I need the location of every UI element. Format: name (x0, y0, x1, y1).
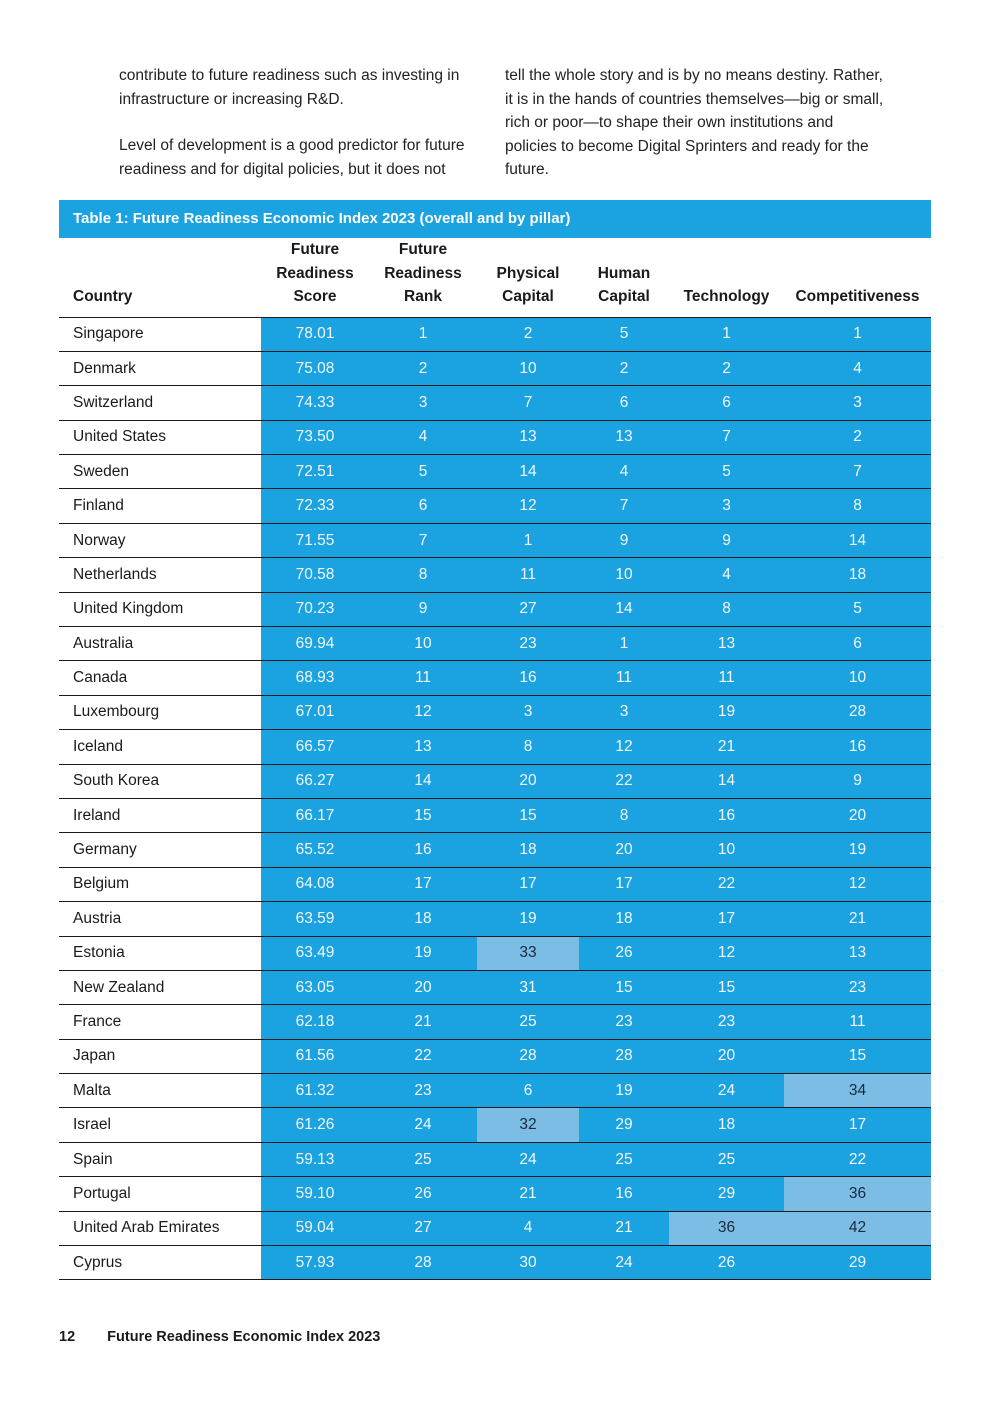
table-row (59, 627, 931, 661)
rank-cell: 2 (369, 351, 477, 385)
human-cell: 12 (579, 730, 669, 764)
table-row (59, 1246, 931, 1280)
technology-cell: 26 (669, 1246, 784, 1280)
column-header-human-capital: Human Capital (597, 264, 651, 305)
rank-cell: 21 (369, 1005, 477, 1039)
human-cell: 28 (579, 1039, 669, 1073)
technology-cell: 19 (669, 695, 784, 729)
competitiveness-cell: 5 (784, 592, 931, 626)
physical-cell: 10 (477, 351, 579, 385)
country-cell: Netherlands (59, 558, 261, 592)
technology-cell: 16 (669, 798, 784, 832)
table-row (59, 1005, 931, 1039)
competitiveness-cell: 14 (784, 523, 931, 557)
score-cell: 67.01 (261, 695, 369, 729)
competitiveness-cell: 6 (784, 627, 931, 661)
technology-cell: 4 (669, 558, 784, 592)
technology-cell: 1 (669, 317, 784, 351)
country-cell: New Zealand (59, 970, 261, 1004)
physical-cell: 11 (477, 558, 579, 592)
score-cell: 61.56 (261, 1039, 369, 1073)
country-cell: Denmark (59, 351, 261, 385)
technology-cell: 36 (669, 1211, 784, 1245)
technology-cell: 18 (669, 1108, 784, 1142)
competitiveness-cell: 4 (784, 351, 931, 385)
competitiveness-cell: 36 (784, 1177, 931, 1211)
score-cell: 59.10 (261, 1177, 369, 1211)
technology-cell: 21 (669, 730, 784, 764)
human-cell: 6 (579, 386, 669, 420)
score-cell: 74.33 (261, 386, 369, 420)
competitiveness-cell: 8 (784, 489, 931, 523)
rank-cell: 12 (369, 695, 477, 729)
competitiveness-cell: 34 (784, 1074, 931, 1108)
physical-cell: 12 (477, 489, 579, 523)
rank-cell: 19 (369, 936, 477, 970)
human-cell: 18 (579, 902, 669, 936)
country-cell: Cyprus (59, 1246, 261, 1280)
score-cell: 68.93 (261, 661, 369, 695)
technology-cell: 6 (669, 386, 784, 420)
physical-cell: 32 (477, 1108, 579, 1142)
score-cell: 71.55 (261, 523, 369, 557)
table-row (59, 592, 931, 626)
table-row (59, 1142, 931, 1176)
country-cell: South Korea (59, 764, 261, 798)
score-cell: 61.26 (261, 1108, 369, 1142)
physical-cell: 19 (477, 902, 579, 936)
human-cell: 16 (579, 1177, 669, 1211)
competitiveness-cell: 10 (784, 661, 931, 695)
score-cell: 63.59 (261, 902, 369, 936)
header-row (59, 238, 931, 317)
human-cell: 4 (579, 455, 669, 489)
table-row (59, 867, 931, 901)
table-row (59, 1039, 931, 1073)
table-row (59, 1211, 931, 1245)
country-cell: Israel (59, 1108, 261, 1142)
physical-cell: 23 (477, 627, 579, 661)
column-header-competitiveness: Competitiveness (795, 288, 920, 305)
technology-cell: 25 (669, 1142, 784, 1176)
table-row (59, 695, 931, 729)
technology-cell: 10 (669, 833, 784, 867)
country-cell: Iceland (59, 730, 261, 764)
table-row (59, 833, 931, 867)
country-cell: Portugal (59, 1177, 261, 1211)
table-row (59, 798, 931, 832)
footer-title: Future Readiness Economic Index 2023 (107, 1329, 381, 1345)
score-cell: 62.18 (261, 1005, 369, 1039)
table-row (59, 317, 931, 351)
country-cell: United Kingdom (59, 592, 261, 626)
human-cell: 13 (579, 420, 669, 454)
country-cell: France (59, 1005, 261, 1039)
country-cell: Finland (59, 489, 261, 523)
column-header-score: Future Readiness Score (276, 241, 354, 305)
technology-cell: 8 (669, 592, 784, 626)
competitiveness-cell: 17 (784, 1108, 931, 1142)
table-row (59, 661, 931, 695)
physical-cell: 3 (477, 695, 579, 729)
competitiveness-cell: 12 (784, 867, 931, 901)
country-cell: Australia (59, 627, 261, 661)
competitiveness-cell: 18 (784, 558, 931, 592)
column-header-country: Country (73, 288, 133, 305)
competitiveness-cell: 11 (784, 1005, 931, 1039)
score-cell: 59.13 (261, 1142, 369, 1176)
country-cell: Belgium (59, 867, 261, 901)
physical-cell: 6 (477, 1074, 579, 1108)
human-cell: 9 (579, 523, 669, 557)
score-cell: 57.93 (261, 1246, 369, 1280)
column-header-physical-capital: Physical Capital (496, 264, 560, 305)
competitiveness-cell: 22 (784, 1142, 931, 1176)
rank-cell: 6 (369, 489, 477, 523)
human-cell: 26 (579, 936, 669, 970)
technology-cell: 3 (669, 489, 784, 523)
rank-cell: 22 (369, 1039, 477, 1073)
rank-cell: 16 (369, 833, 477, 867)
technology-cell: 2 (669, 351, 784, 385)
score-cell: 75.08 (261, 351, 369, 385)
country-cell: Austria (59, 902, 261, 936)
rank-cell: 26 (369, 1177, 477, 1211)
human-cell: 15 (579, 970, 669, 1004)
competitiveness-cell: 28 (784, 695, 931, 729)
rank-cell: 18 (369, 902, 477, 936)
score-cell: 66.27 (261, 764, 369, 798)
competitiveness-cell: 20 (784, 798, 931, 832)
country-cell: Switzerland (59, 386, 261, 420)
table-row (59, 902, 931, 936)
score-cell: 78.01 (261, 317, 369, 351)
physical-cell: 2 (477, 317, 579, 351)
rank-cell: 8 (369, 558, 477, 592)
competitiveness-cell: 21 (784, 902, 931, 936)
country-cell: Sweden (59, 455, 261, 489)
technology-cell: 9 (669, 523, 784, 557)
technology-cell: 5 (669, 455, 784, 489)
table-row (59, 764, 931, 798)
rank-cell: 23 (369, 1074, 477, 1108)
competitiveness-cell: 23 (784, 970, 931, 1004)
score-cell: 70.23 (261, 592, 369, 626)
rank-cell: 7 (369, 523, 477, 557)
rank-cell: 24 (369, 1108, 477, 1142)
competitiveness-cell: 16 (784, 730, 931, 764)
rank-cell: 4 (369, 420, 477, 454)
technology-cell: 15 (669, 970, 784, 1004)
physical-cell: 27 (477, 592, 579, 626)
score-cell: 65.52 (261, 833, 369, 867)
table-row (59, 970, 931, 1004)
physical-cell: 31 (477, 970, 579, 1004)
intro-paragraph: tell the whole story and is by no means destiny. Rather, it is in the hands of countries themselves—big or small, rich or poor—to shape their own institutions and policies to become Digital Sprinters and ready for the future. (505, 67, 884, 178)
rank-cell: 10 (369, 627, 477, 661)
country-cell: Luxembourg (59, 695, 261, 729)
human-cell: 10 (579, 558, 669, 592)
rank-cell: 11 (369, 661, 477, 695)
technology-cell: 22 (669, 867, 784, 901)
table-row (59, 730, 931, 764)
rank-cell: 1 (369, 317, 477, 351)
table-row (59, 558, 931, 592)
physical-cell: 18 (477, 833, 579, 867)
competitiveness-cell: 42 (784, 1211, 931, 1245)
country-cell: Germany (59, 833, 261, 867)
physical-cell: 28 (477, 1039, 579, 1073)
technology-cell: 29 (669, 1177, 784, 1211)
technology-cell: 17 (669, 902, 784, 936)
table-row (59, 351, 931, 385)
score-cell: 59.04 (261, 1211, 369, 1245)
rank-cell: 13 (369, 730, 477, 764)
competitiveness-cell: 7 (784, 455, 931, 489)
rank-cell: 15 (369, 798, 477, 832)
human-cell: 14 (579, 592, 669, 626)
physical-cell: 33 (477, 936, 579, 970)
rank-cell: 5 (369, 455, 477, 489)
rank-cell: 3 (369, 386, 477, 420)
table-row (59, 1177, 931, 1211)
country-cell: Japan (59, 1039, 261, 1073)
score-cell: 72.51 (261, 455, 369, 489)
table-body (59, 317, 931, 1280)
human-cell: 2 (579, 351, 669, 385)
physical-cell: 25 (477, 1005, 579, 1039)
competitiveness-cell: 9 (784, 764, 931, 798)
table-row (59, 1074, 931, 1108)
rank-cell: 25 (369, 1142, 477, 1176)
physical-cell: 13 (477, 420, 579, 454)
technology-cell: 7 (669, 420, 784, 454)
human-cell: 22 (579, 764, 669, 798)
technology-cell: 20 (669, 1039, 784, 1073)
physical-cell: 21 (477, 1177, 579, 1211)
intro-paragraph: contribute to future readiness such as investing in infrastructure or increasing R&D. (119, 67, 460, 108)
technology-cell: 24 (669, 1074, 784, 1108)
score-cell: 64.08 (261, 867, 369, 901)
table-row (59, 420, 931, 454)
country-cell: Malta (59, 1074, 261, 1108)
physical-cell: 20 (477, 764, 579, 798)
physical-cell: 1 (477, 523, 579, 557)
technology-cell: 13 (669, 627, 784, 661)
human-cell: 3 (579, 695, 669, 729)
technology-cell: 23 (669, 1005, 784, 1039)
human-cell: 5 (579, 317, 669, 351)
country-cell: Estonia (59, 936, 261, 970)
competitiveness-cell: 3 (784, 386, 931, 420)
human-cell: 21 (579, 1211, 669, 1245)
table-row (59, 1108, 931, 1142)
country-cell: Canada (59, 661, 261, 695)
competitiveness-cell: 15 (784, 1039, 931, 1073)
country-cell: Ireland (59, 798, 261, 832)
rank-cell: 17 (369, 867, 477, 901)
physical-cell: 14 (477, 455, 579, 489)
data-table (59, 238, 931, 1280)
human-cell: 23 (579, 1005, 669, 1039)
human-cell: 7 (579, 489, 669, 523)
column-header-rank: Future Readiness Rank (384, 241, 462, 305)
physical-cell: 8 (477, 730, 579, 764)
score-cell: 61.32 (261, 1074, 369, 1108)
human-cell: 29 (579, 1108, 669, 1142)
score-cell: 69.94 (261, 627, 369, 661)
physical-cell: 16 (477, 661, 579, 695)
human-cell: 19 (579, 1074, 669, 1108)
score-cell: 66.17 (261, 798, 369, 832)
rank-cell: 14 (369, 764, 477, 798)
competitiveness-cell: 2 (784, 420, 931, 454)
table-row (59, 523, 931, 557)
competitiveness-cell: 29 (784, 1246, 931, 1280)
physical-cell: 7 (477, 386, 579, 420)
technology-cell: 12 (669, 936, 784, 970)
table-row (59, 489, 931, 523)
intro-paragraph: Level of development is a good predictor for future readiness and for digital policies, but it does not (119, 137, 465, 178)
score-cell: 63.49 (261, 936, 369, 970)
country-cell: United Arab Emirates (59, 1211, 261, 1245)
country-cell: Spain (59, 1142, 261, 1176)
human-cell: 11 (579, 661, 669, 695)
human-cell: 17 (579, 867, 669, 901)
country-cell: Singapore (59, 317, 261, 351)
table-row (59, 455, 931, 489)
rank-cell: 9 (369, 592, 477, 626)
score-cell: 66.57 (261, 730, 369, 764)
human-cell: 20 (579, 833, 669, 867)
table-row (59, 386, 931, 420)
table-caption: Table 1: Future Readiness Economic Index 2023 (overall and by pillar) (59, 200, 931, 238)
technology-cell: 11 (669, 661, 784, 695)
score-cell: 70.58 (261, 558, 369, 592)
physical-cell: 17 (477, 867, 579, 901)
score-cell: 73.50 (261, 420, 369, 454)
readiness-table (59, 200, 931, 1280)
competitiveness-cell: 13 (784, 936, 931, 970)
page-footer (59, 1329, 380, 1345)
physical-cell: 30 (477, 1246, 579, 1280)
rank-cell: 20 (369, 970, 477, 1004)
rank-cell: 27 (369, 1211, 477, 1245)
country-cell: Norway (59, 523, 261, 557)
technology-cell: 14 (669, 764, 784, 798)
human-cell: 8 (579, 798, 669, 832)
table-row (59, 936, 931, 970)
physical-cell: 4 (477, 1211, 579, 1245)
score-cell: 72.33 (261, 489, 369, 523)
competitiveness-cell: 19 (784, 833, 931, 867)
intro-left-column (119, 64, 491, 204)
column-header-technology: Technology (683, 288, 770, 305)
country-cell: United States (59, 420, 261, 454)
competitiveness-cell: 1 (784, 317, 931, 351)
human-cell: 1 (579, 627, 669, 661)
intro-right-column (505, 64, 885, 205)
rank-cell: 28 (369, 1246, 477, 1280)
human-cell: 24 (579, 1246, 669, 1280)
score-cell: 63.05 (261, 970, 369, 1004)
human-cell: 25 (579, 1142, 669, 1176)
physical-cell: 24 (477, 1142, 579, 1176)
physical-cell: 15 (477, 798, 579, 832)
page-number: 12 (59, 1329, 76, 1345)
